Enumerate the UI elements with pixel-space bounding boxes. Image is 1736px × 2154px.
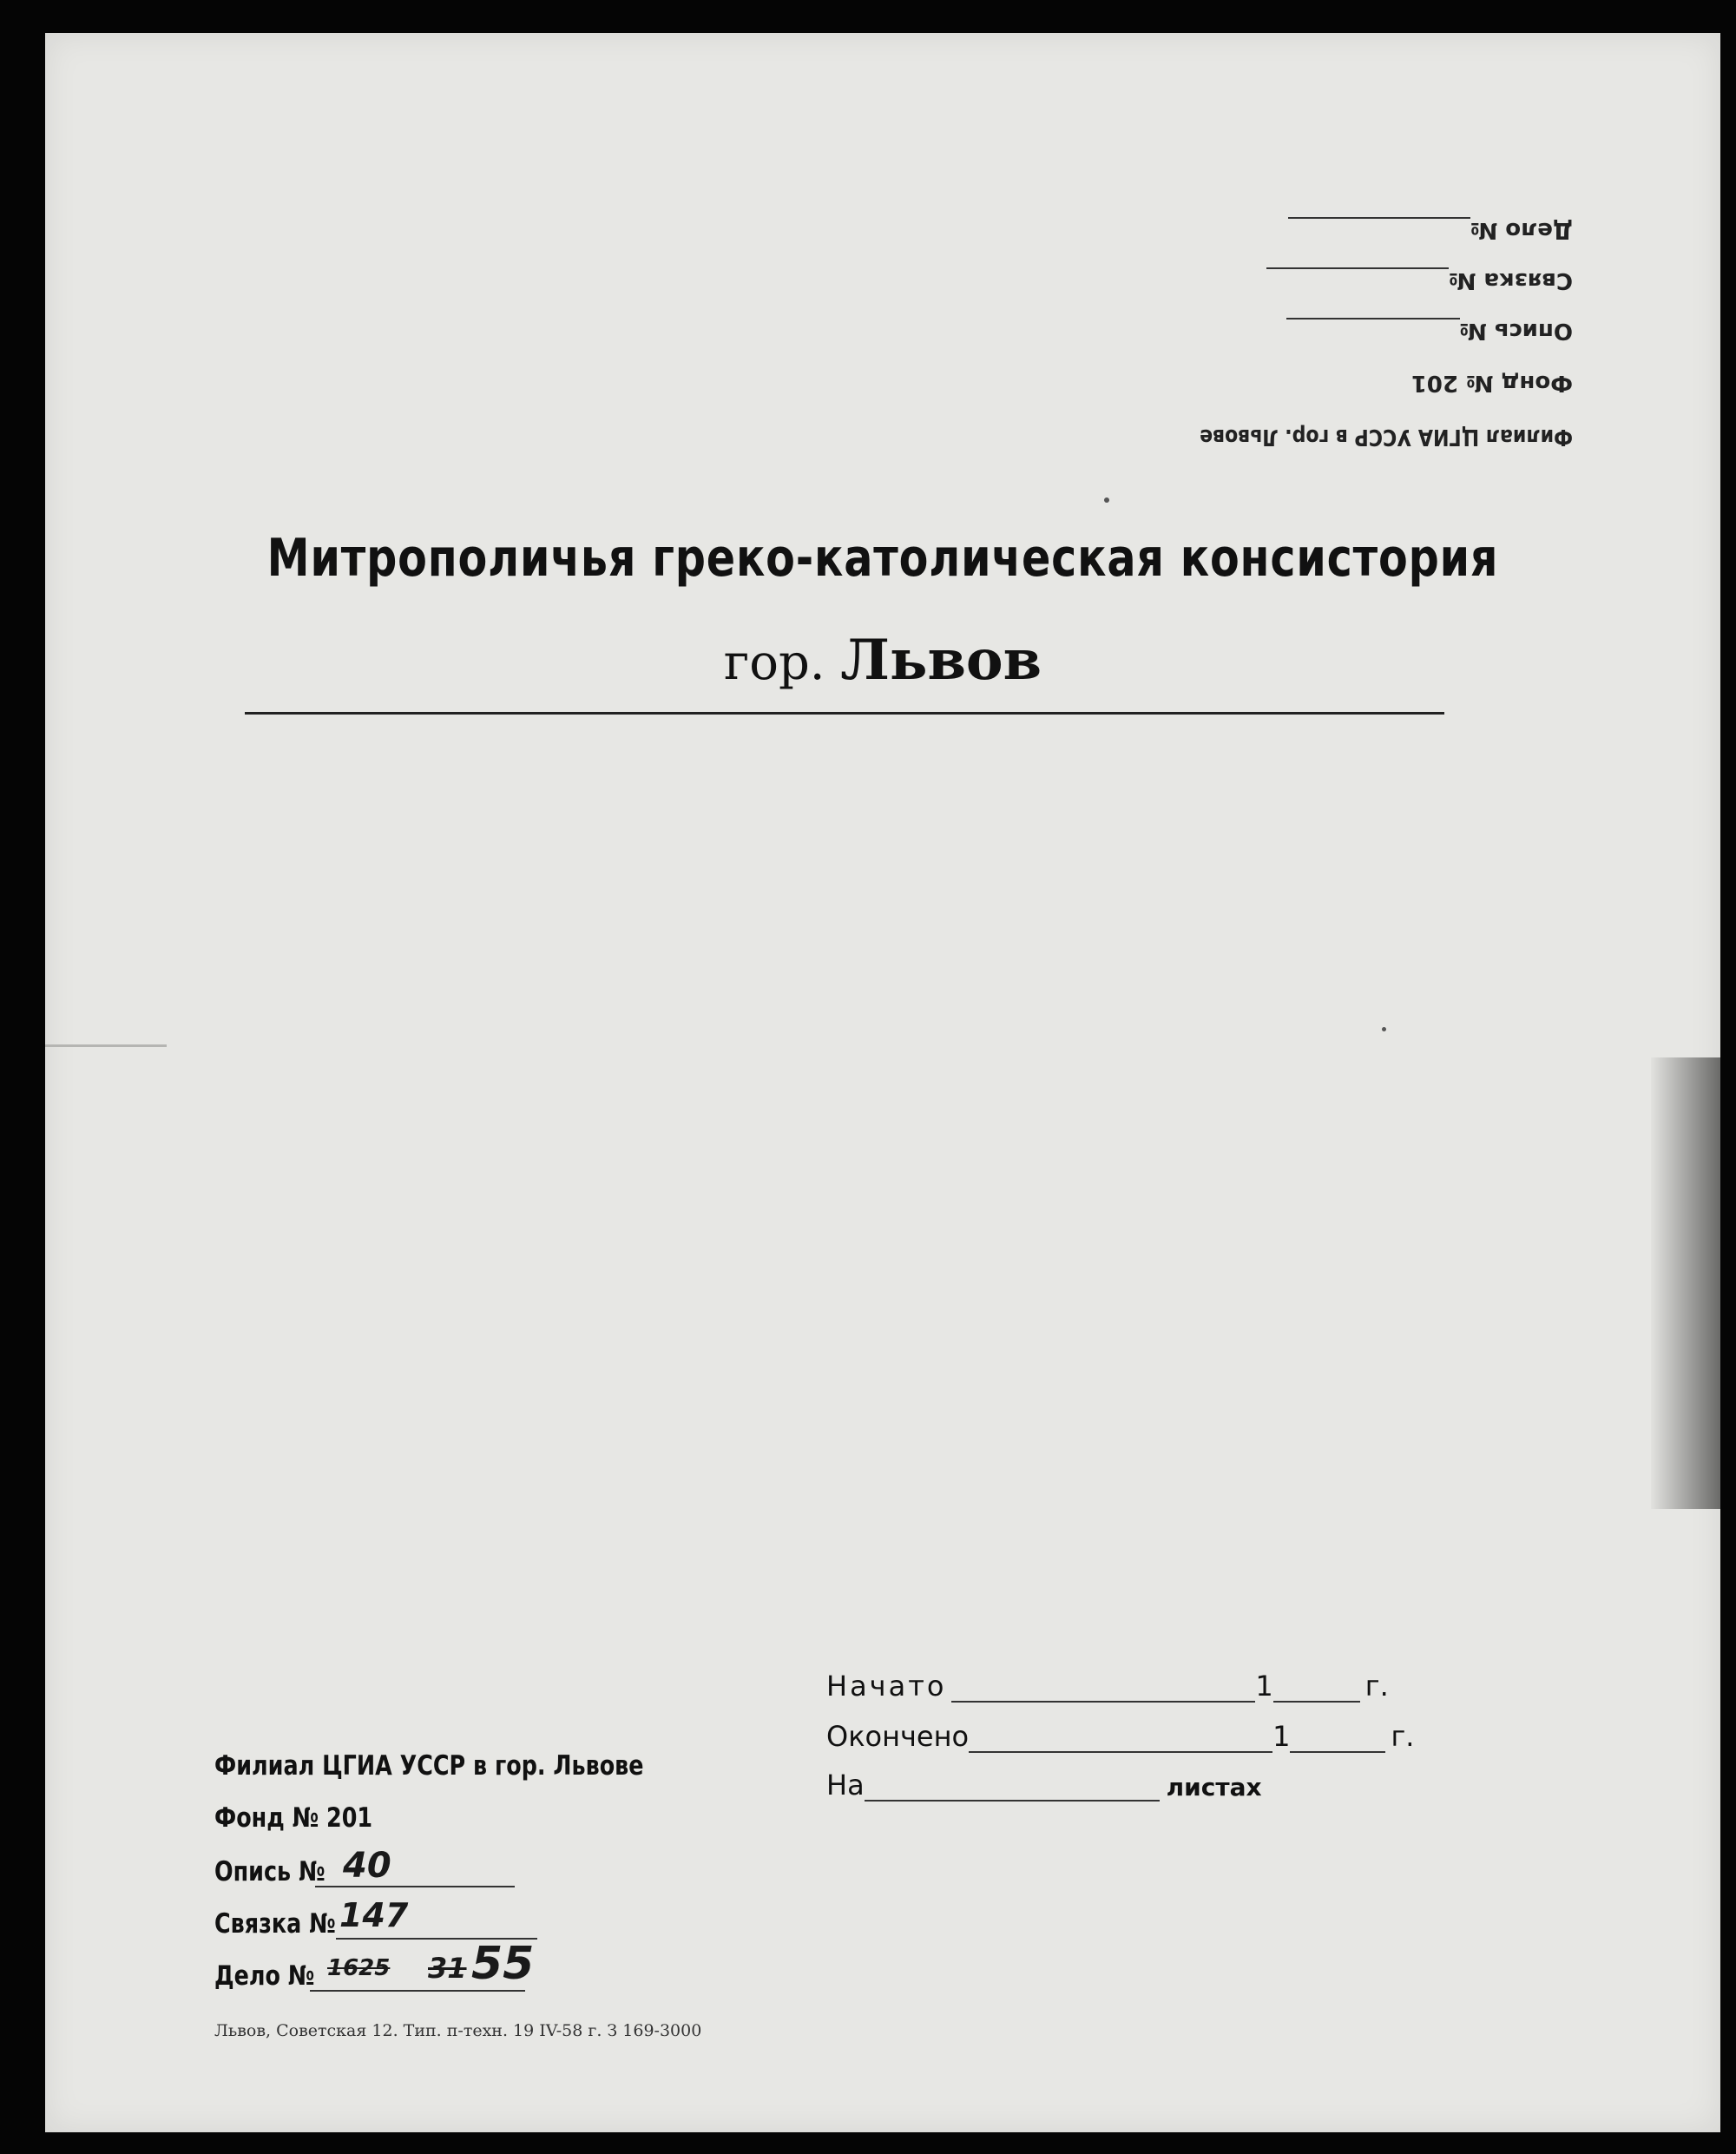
sheets-prefix: На bbox=[826, 1769, 865, 1802]
ended-label: Окончено bbox=[826, 1720, 970, 1753]
stamp-svyazka-row bbox=[214, 1896, 537, 1940]
started-year-prefix: 1 bbox=[1255, 1670, 1273, 1703]
sheets-count-line bbox=[865, 1775, 1160, 1802]
upside-stamp-svyazka-line bbox=[1266, 267, 1449, 290]
ended-date-line bbox=[969, 1727, 1272, 1753]
stamp-delo-struck-2: 31 bbox=[428, 1952, 467, 1985]
ended-year-line bbox=[1290, 1727, 1385, 1753]
ink-speck bbox=[1382, 1027, 1386, 1031]
stamp-opis-line bbox=[315, 1846, 515, 1887]
title-rule bbox=[245, 712, 1444, 715]
folder-edge bbox=[1651, 1057, 1720, 1509]
stamp-fond-row bbox=[214, 1802, 407, 1834]
sheets-row bbox=[826, 1769, 1262, 1802]
subtitle-prefix: гор. bbox=[723, 635, 825, 691]
stamp-delo-line bbox=[310, 1938, 535, 1992]
folder-cover bbox=[45, 33, 1720, 2132]
paper-tear bbox=[45, 1044, 167, 1047]
document-subtitle bbox=[45, 628, 1720, 693]
ended-year-prefix: 1 bbox=[1272, 1720, 1291, 1753]
stamp-svyazka-label: Связка № bbox=[214, 1908, 336, 1940]
ink-speck bbox=[1104, 497, 1109, 503]
stamp-opis-row bbox=[214, 1846, 515, 1887]
upside-stamp-svyazka bbox=[1266, 267, 1573, 293]
stamp-delo-struck-1: 1625 bbox=[327, 1955, 391, 1981]
upside-down-stamp bbox=[1121, 163, 1573, 450]
upside-stamp-delo-text: Дело № bbox=[1470, 217, 1573, 243]
stamp-svyazka-line bbox=[336, 1896, 537, 1940]
stamp-delo-row bbox=[214, 1938, 535, 1992]
started-label: Начато bbox=[826, 1670, 947, 1703]
upside-stamp-fond-text: Фонд № 201 bbox=[1410, 370, 1573, 396]
stamp-institution-row bbox=[214, 1750, 738, 1782]
started-year-suffix: г. bbox=[1364, 1670, 1389, 1703]
printer-imprint: Львов, Советская 12. Тип. п-техн. 19 IV-58 г. З 169-3000 bbox=[214, 2021, 702, 2040]
upside-stamp-delo bbox=[1288, 217, 1573, 243]
started-date-line bbox=[951, 1676, 1255, 1703]
stamp-delo-value: 55 bbox=[471, 1938, 535, 1990]
document-title: Митрополичья греко-католическая консистория bbox=[266, 528, 1499, 589]
stamp-institution: Филиал ЦГИА УССР в гор. Львове bbox=[214, 1750, 644, 1782]
upside-stamp-delo-line bbox=[1288, 217, 1470, 240]
upside-stamp-line1 bbox=[1134, 424, 1573, 450]
sheets-suffix: листах bbox=[1166, 1773, 1262, 1802]
upside-stamp-svyazka-text: Связка № bbox=[1449, 267, 1573, 293]
ended-row bbox=[826, 1720, 1414, 1753]
upside-stamp-opis-line bbox=[1286, 318, 1460, 340]
stamp-delo-label: Дело № bbox=[214, 1960, 315, 1992]
upside-stamp-institution: Филиал ЦГИА УССР в гор. Львове bbox=[1200, 424, 1573, 450]
upside-stamp-opis-text: Опись № bbox=[1459, 318, 1573, 344]
started-year-line bbox=[1273, 1676, 1360, 1703]
subtitle-city: Львов bbox=[840, 628, 1042, 693]
stamp-svyazka-value: 147 bbox=[339, 1896, 409, 1934]
started-row bbox=[826, 1670, 1389, 1703]
stamp-opis-value: 40 bbox=[343, 1846, 391, 1886]
upside-stamp-opis bbox=[1286, 318, 1573, 344]
stamp-fond: Фонд № 201 bbox=[214, 1802, 373, 1834]
ended-year-suffix: г. bbox=[1391, 1720, 1415, 1753]
upside-stamp-fond bbox=[1411, 370, 1573, 396]
stamp-opis-label: Опись № bbox=[214, 1856, 326, 1887]
